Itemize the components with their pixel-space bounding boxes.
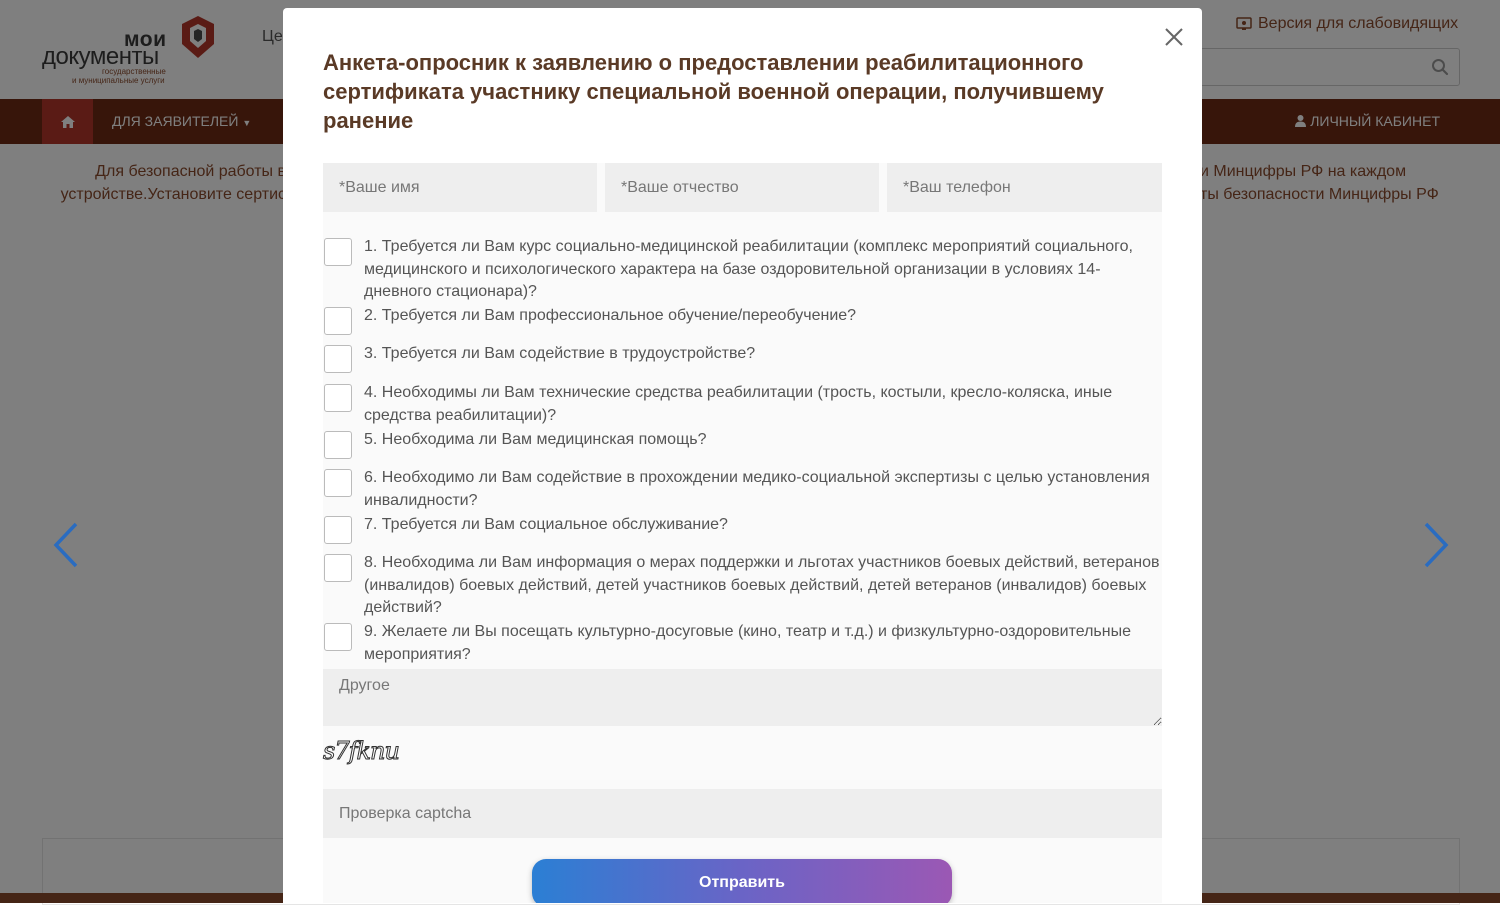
question-checkbox-1[interactable] [324,238,352,266]
submit-button[interactable]: Отправить [532,859,952,903]
captcha-image: s7fknu [323,737,399,765]
question-checkbox-5[interactable] [324,431,352,459]
modal-title: Анкета-опросник к заявлению о предоставлении реабилитационного сертификата участнику специальной военной операции, получившему ранение [323,50,1104,133]
patronymic-input[interactable] [605,163,879,212]
question-checkbox-2[interactable] [324,307,352,335]
question-checkbox-6[interactable] [324,469,352,497]
carousel-prev-arrow-icon[interactable] [50,520,82,570]
captcha-input[interactable] [323,789,1162,838]
question-checkbox-7[interactable] [324,516,352,544]
question-text-8: 8. Необходима ли Вам информация о мерах поддержки и льготах участников боевых действий, ветеранов (инвалидов) боевых действий, детей участников боевых действий, детей ветеранов (инвалидов) боевых действий? [364,554,1160,616]
phone-input[interactable] [887,163,1162,212]
question-checkbox-8[interactable] [324,554,352,582]
question-text-1: 1. Требуется ли Вам курс социально-медицинской реабилитации (комплекс мероприятий социального, медицинского и психологического характера на базе оздоровительной организации в условиях 14-дневного стационара)? [364,238,1133,300]
question-text-9: 9. Желаете ли Вы посещать культурно-досуговые (кино, театр и т.д.) и физкультурно-оздоровительные мероприятия? [364,623,1131,663]
question-text-7: 7. Требуется ли Вам социальное обслуживание? [364,516,728,533]
carousel-next-arrow-icon[interactable] [1420,520,1452,570]
questionnaire-modal [283,8,1202,903]
question-text-2: 2. Требуется ли Вам профессиональное обучение/переобучение? [364,307,857,324]
questionnaire-form [323,163,1162,903]
question-checkbox-9[interactable] [324,623,352,651]
question-checkbox-4[interactable] [324,384,352,412]
close-icon[interactable] [1163,26,1185,48]
other-textarea[interactable] [323,669,1162,726]
question-text-4: 4. Необходимы ли Вам технические средства реабилитации (трость, костыли, кресло-коляска, иные средства реабилитации)? [364,384,1113,424]
question-checkbox-3[interactable] [324,345,352,373]
first-name-input[interactable] [323,163,597,212]
question-text-5: 5. Необходима ли Вам медицинская помощь? [364,431,707,448]
question-text-6: 6. Необходимо ли Вам содействие в прохождении медико-социальной экспертизы с целью установления инвалидности? [364,469,1150,509]
question-text-3: 3. Требуется ли Вам содействие в трудоустройстве? [364,345,756,362]
